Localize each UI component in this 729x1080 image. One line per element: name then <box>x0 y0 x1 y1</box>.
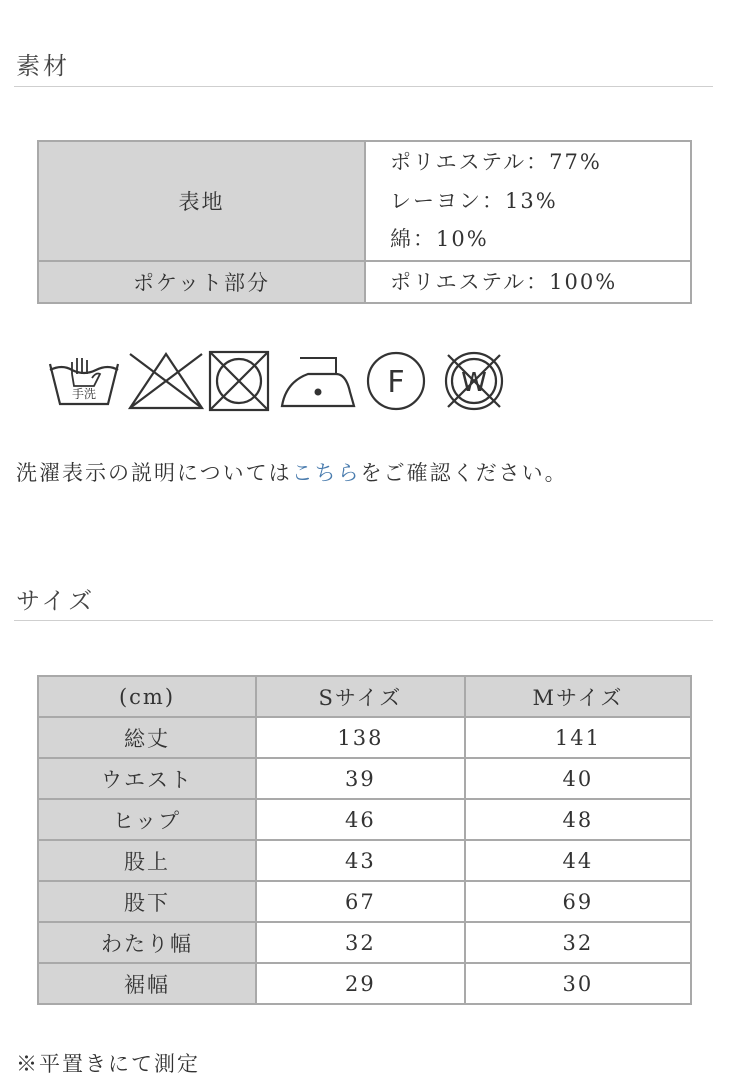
material-value-line: ポリエステル：100% <box>390 269 618 294</box>
size-m-value: 30 <box>465 963 691 1004</box>
care-guide-link[interactable]: こちら <box>291 461 361 485</box>
size-s-value: 39 <box>256 758 465 799</box>
material-value-pocket <box>365 261 691 304</box>
row-label: ウエスト <box>38 758 256 799</box>
care-note-text: 洗濯表示の説明についてはこちらをご確認ください。 <box>16 461 568 485</box>
table-row <box>38 922 691 963</box>
size-m-value: 32 <box>465 922 691 963</box>
iron-low-icon <box>282 358 354 406</box>
row-label: 裾幅 <box>38 963 256 1004</box>
size-s-value: 138 <box>256 717 465 758</box>
size-s-value: 67 <box>256 881 465 922</box>
size-footnote: ※平置きにて測定 <box>16 1052 200 1076</box>
size-s-value: 32 <box>256 922 465 963</box>
material-value-line: レーヨン：13% <box>390 188 558 213</box>
material-heading: 素材 <box>16 52 70 80</box>
no-tumble-dry-icon <box>210 352 268 410</box>
column-header-s: Sサイズ <box>256 676 465 717</box>
table-header-row <box>38 676 691 717</box>
dry-clean-f-label: F <box>387 365 405 400</box>
material-divider <box>14 86 713 87</box>
no-wet-clean-label: W <box>461 368 487 398</box>
size-s-value: 46 <box>256 799 465 840</box>
table-row <box>38 261 691 304</box>
size-s-value: 43 <box>256 840 465 881</box>
material-value-outer <box>365 141 691 261</box>
row-label: 総丈 <box>38 717 256 758</box>
size-m-value: 40 <box>465 758 691 799</box>
table-row <box>38 881 691 922</box>
size-m-value: 69 <box>465 881 691 922</box>
hand-wash-icon <box>50 358 118 404</box>
size-table <box>37 675 692 1005</box>
row-label: 股下 <box>38 881 256 922</box>
row-label: ヒップ <box>38 799 256 840</box>
material-table <box>37 140 692 304</box>
material-value-line: ポリエステル：77% <box>390 150 602 174</box>
dry-clean-f-icon <box>368 353 424 409</box>
row-label: わたり幅 <box>38 922 256 963</box>
size-heading: サイズ <box>16 587 96 615</box>
care-icons <box>46 346 516 416</box>
size-divider <box>14 620 713 621</box>
table-row <box>38 717 691 758</box>
size-s-value: 29 <box>256 963 465 1004</box>
material-label-outer: 表地 <box>38 141 365 261</box>
care-note <box>16 457 568 487</box>
hand-wash-label: 手洗 <box>71 387 97 401</box>
size-m-value: 48 <box>465 799 691 840</box>
table-row <box>38 963 691 1004</box>
no-wet-clean-icon <box>446 353 502 409</box>
size-m-value: 141 <box>465 717 691 758</box>
size-m-value: 44 <box>465 840 691 881</box>
material-value-line: 綿：10% <box>390 227 489 251</box>
table-row <box>38 840 691 881</box>
no-bleach-icon <box>130 354 202 408</box>
table-row <box>38 758 691 799</box>
column-header-unit: (cm) <box>38 676 256 717</box>
table-row <box>38 141 691 261</box>
table-row <box>38 799 691 840</box>
column-header-m: Mサイズ <box>465 676 691 717</box>
material-label-pocket: ポケット部分 <box>38 261 365 304</box>
row-label: 股上 <box>38 840 256 881</box>
